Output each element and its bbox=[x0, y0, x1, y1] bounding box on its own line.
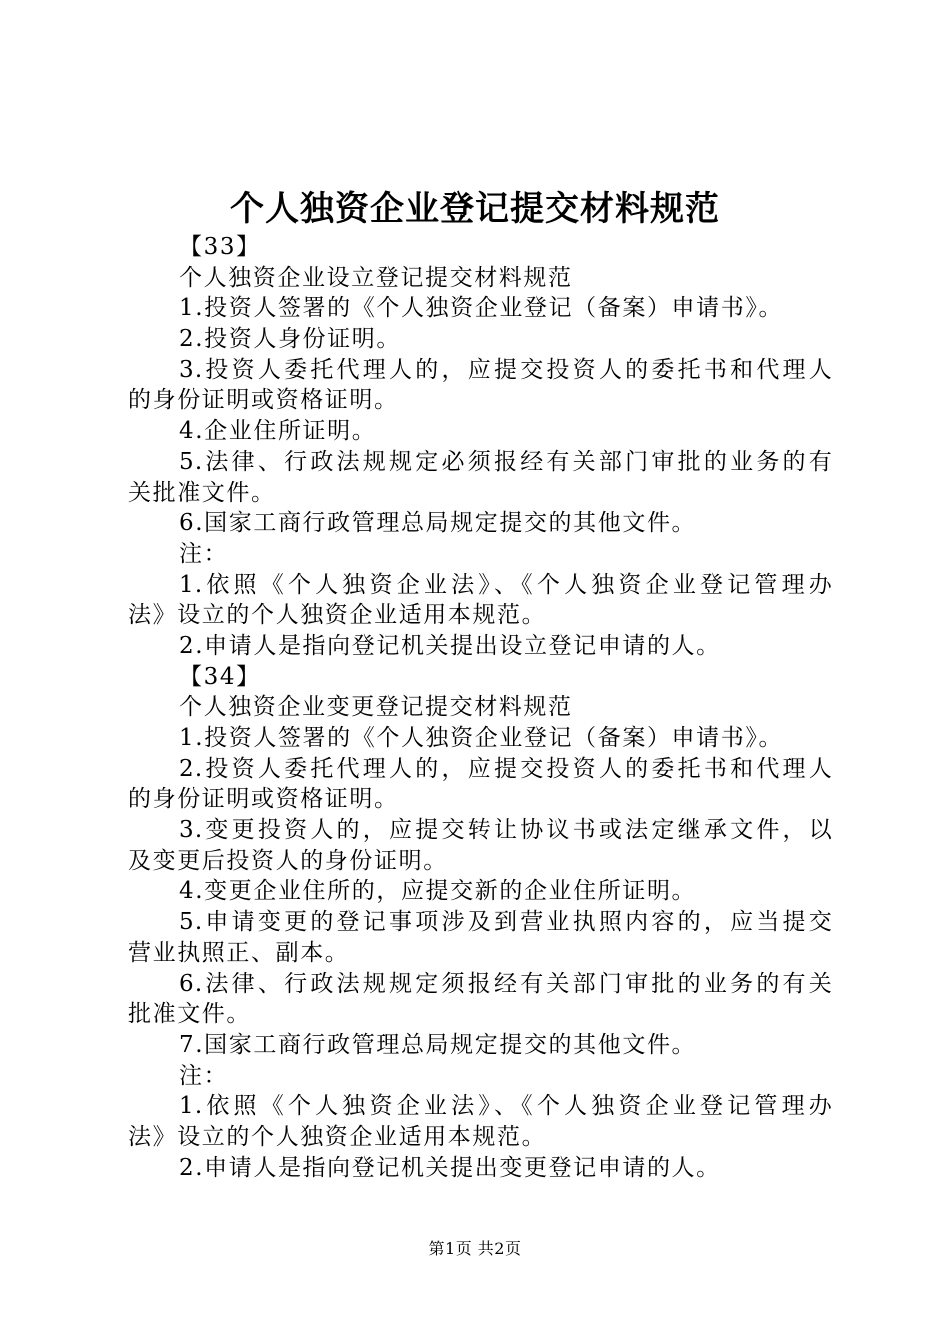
list-item-continuation: 的身份证明或资格证明。 bbox=[128, 387, 399, 414]
section-number-34: 【34】 bbox=[179, 663, 261, 690]
list-item: 2.投资人委托代理人的，应提交投资人的委托书和代理人 bbox=[179, 755, 833, 782]
section-heading: 个人独资企业设立登记提交材料规范 bbox=[179, 264, 573, 291]
note-label: 注： bbox=[179, 540, 229, 567]
list-item: 6.国家工商行政管理总局规定提交的其他文件。 bbox=[179, 510, 697, 537]
section-heading: 个人独资企业变更登记提交材料规范 bbox=[179, 694, 573, 721]
list-item: 4.变更企业住所的，应提交新的企业住所证明。 bbox=[179, 878, 697, 905]
list-item-continuation: 的身份证明或资格证明。 bbox=[128, 786, 399, 813]
note-item-continuation: 法》设立的个人独资企业适用本规范。 bbox=[128, 1123, 547, 1150]
document-title: 个人独资企业登记提交材料规范 bbox=[230, 189, 720, 229]
list-item: 2.投资人身份证明。 bbox=[179, 326, 401, 353]
list-item: 6.法律、行政法规规定须报经有关部门审批的业务的有关 bbox=[179, 970, 833, 997]
list-item-continuation: 批准文件。 bbox=[128, 1001, 251, 1028]
page-footer bbox=[0, 1237, 950, 1261]
list-item: 5.法律、行政法规规定必须报经有关部门审批的业务的有 bbox=[179, 448, 833, 475]
page-number-label: 第1页 共2页 bbox=[428, 1239, 522, 1258]
note-item: 1.依照《个人独资企业法》、《个人独资企业登记管理办 bbox=[179, 1093, 833, 1120]
list-item: 3.变更投资人的，应提交转让协议书或法定继承文件，以 bbox=[179, 817, 833, 844]
list-item-continuation: 及变更后投资人的身份证明。 bbox=[128, 847, 448, 874]
list-item-continuation: 营业执照正、副本。 bbox=[128, 939, 350, 966]
list-item: 1.投资人签署的《个人独资企业登记（备案）申请书》。 bbox=[179, 295, 784, 322]
list-item: 1.投资人签署的《个人独资企业登记（备案）申请书》。 bbox=[179, 725, 784, 751]
list-item: 4.企业住所证明。 bbox=[179, 418, 377, 445]
list-item: 5.申请变更的登记事项涉及到营业执照内容的，应当提交 bbox=[179, 909, 833, 936]
note-label: 注： bbox=[179, 1062, 229, 1089]
list-item: 3.投资人委托代理人的，应提交投资人的委托书和代理人 bbox=[179, 356, 833, 383]
note-item: 2.申请人是指向登记机关提出设立登记申请的人。 bbox=[179, 632, 721, 659]
note-item: 1.依照《个人独资企业法》、《个人独资企业登记管理办 bbox=[179, 571, 833, 598]
list-item-continuation: 关批准文件。 bbox=[128, 479, 276, 506]
note-item-continuation: 法》设立的个人独资企业适用本规范。 bbox=[128, 602, 547, 629]
note-item: 2.申请人是指向登记机关提出变更登记申请的人。 bbox=[179, 1154, 721, 1181]
list-item: 7.国家工商行政管理总局规定提交的其他文件。 bbox=[179, 1031, 697, 1058]
document-body bbox=[128, 232, 833, 1183]
section-number-33: 【33】 bbox=[179, 234, 261, 260]
